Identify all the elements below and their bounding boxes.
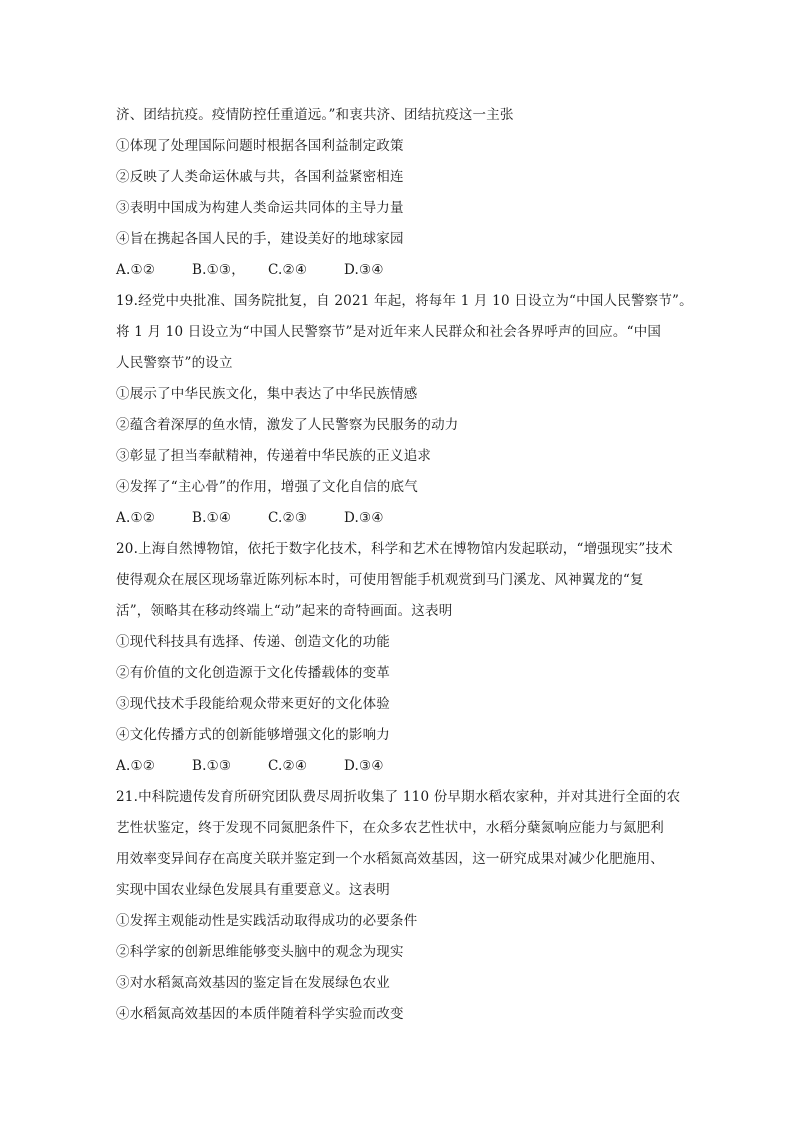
q19-stem-line-2: 将 1 月 10 日设立为“中国人民警察节”是对近年来人民群众和社会各界呼声的回应。“中国 — [116, 324, 662, 340]
q19-item-1: ①展示了中华民族文化，集中表达了中华民族情感 — [116, 386, 418, 402]
q18-stem-tail: 济、团结抗疫。疫情防控任重道远。”和衷共济、团结抗疫这一主张 — [116, 107, 514, 123]
q19-item-4: ④发挥了“主心骨”的作用，增强了文化自信的底气 — [116, 479, 418, 495]
q21-item-3: ③对水稻氮高效基因的鉴定旨在发展绿色农业 — [116, 975, 390, 991]
q21-stem-line-1: 21.中科院遗传发育所研究团队费尽周折收集了 110 份早期水稻农家种，并对其进行全面的农 — [116, 789, 681, 805]
q19-option-d: D.③④ — [344, 510, 384, 526]
q18-item-2: ②反映了人类命运休戚与共，各国利益紧密相连 — [116, 169, 404, 185]
q21-item-4: ④水稻氮高效基因的本质伴随着科学实验而改变 — [116, 1006, 404, 1022]
q18-item-4: ④旨在携起各国人民的手，建设美好的地球家园 — [116, 231, 404, 247]
q19-option-a: A.①② — [116, 510, 156, 526]
page-content — [116, 100, 696, 1030]
q18-item-3: ③表明中国成为构建人类命运共同体的主导力量 — [116, 200, 404, 216]
q20-stem-line-1: 20.上海自然博物馆，依托于数字化技术，科学和艺术在博物馆内发起联动，“增强现实”技术 — [116, 541, 673, 557]
q20-options — [116, 751, 696, 782]
q19-option-c: C.②③ — [268, 510, 308, 526]
q18-option-a: A.①② — [116, 262, 156, 278]
q19-item-2: ②蕴含着深厚的鱼水情，激发了人民警察为民服务的动力 — [116, 417, 459, 433]
q21-stem-line-3: 用效率变异间存在高度关联并鉴定到一个水稻氮高效基因，这一研究成果对减少化肥施用、 — [116, 851, 664, 867]
q18-item-1: ①体现了处理国际问题时根据各国利益制定政策 — [116, 138, 404, 154]
q18-option-c: C.②④ — [268, 262, 308, 278]
q20-item-4: ④文化传播方式的创新能够增强文化的影响力 — [116, 727, 390, 743]
q18-options — [116, 255, 696, 286]
q20-item-2: ②有价值的文化创造源于文化传播载体的变革 — [116, 665, 390, 681]
q21-item-2: ②科学家的创新思维能够变头脑中的观念为现实 — [116, 944, 404, 960]
q19-stem-line-3: 人民警察节”的设立 — [116, 355, 233, 371]
q18-option-d: D.③④ — [344, 262, 384, 278]
q20-item-3: ③现代技术手段能给观众带来更好的文化体验 — [116, 696, 390, 712]
q19-item-3: ③彰显了担当奉献精神，传递着中华民族的正义追求 — [116, 448, 432, 464]
q21-item-1: ①发挥主观能动性是实践活动取得成功的必要条件 — [116, 913, 418, 929]
q20-option-c: C.②④ — [268, 758, 308, 774]
q19-option-b: B.①④ — [192, 510, 232, 526]
q20-option-d: D.③④ — [344, 758, 384, 774]
q20-stem-line-3: 活”，领略其在移动终端上“动”起来的奇特画面。这表明 — [116, 603, 453, 619]
q20-stem-line-2: 使得观众在展区现场靠近陈列标本时，可使用智能手机观赏到马门溪龙、风神翼龙的“复 — [116, 572, 644, 588]
q21-stem-line-4: 实现中国农业绿色发展具有重要意义。这表明 — [116, 882, 390, 898]
q20-item-1: ①现代科技具有选择、传递、创造文化的功能 — [116, 634, 390, 650]
q19-options — [116, 503, 696, 534]
q20-option-b: B.①③ — [192, 758, 232, 774]
q19-stem-line-1: 19.经党中央批准、国务院批复，自 2021 年起，将每年 1 月 10 日设立为“中国人民警察节”。 — [116, 293, 693, 309]
q21-stem-line-2: 艺性状鉴定，终于发现不同氮肥条件下，在众多农艺性状中，水稻分蘖氮响应能力与氮肥利 — [116, 820, 664, 836]
q18-option-b: B.①③， — [192, 262, 245, 278]
q20-option-a: A.①② — [116, 758, 156, 774]
